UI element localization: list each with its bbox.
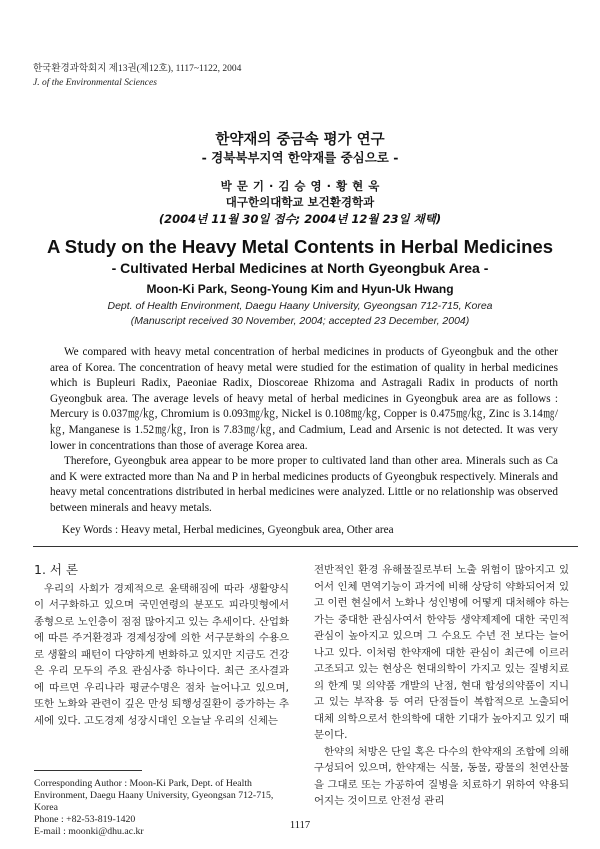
english-received-date: (Manuscript received 30 November, 2004; accepted 23 December, 2004) — [130, 315, 470, 327]
english-affiliation: Dept. of Health Environment, Daegu Haany University, Gyeongsan 712-715, Korea — [107, 300, 493, 312]
footnote-divider — [34, 770, 142, 771]
english-title: A Study on the Heavy Metal Contents in Herbal Medicines — [46, 236, 554, 257]
keywords: Key Words : Heavy metal, Herbal medicines, Gyeongbuk area, Other area — [62, 524, 394, 536]
body-paragraph: 한약의 처방은 단일 혹은 다수의 한약재의 조합에 의해 구성되어 있으며, 한약재는 식물, 동물, 광물의 천연산물을 그대로 또는 가공하여 질병을 치료하기 위하여 약용되어지는 것이므로 안전성 관리 — [314, 745, 569, 807]
body-paragraph: 전반적인 환경 유해물질로부터 노출 위험이 많아지고 있어서 인체 면역기능이 과거에 비해 상당히 약화되어져 있고 이런 현실에서 노화나 성인병에 어떻게 대처해야 하는가는 중대한 관심사여서 한약등 생약제제에 대한 국민적 관심이 높아지고 있으며 그 수요도 수년 전 보다는 늘어나고 있다. 이처럼 한약재에 대한 관심이 최근에 이르러 고조되고 있는 현상은 현대의학이 가지고 있는 질병치료의 한계 및 의약품 개발의 난점, 현대 합성의약품이 지니고 있는 부작용 등 여러 단점들이 복합적으로 노출되어 대체 의학으로서 한의학에 대한 기대가 높아지고 있기 때문이다. — [314, 564, 569, 741]
page-number: 1117 — [289, 820, 311, 831]
footnote-email: E-mail : moonki@dhu.ac.kr — [34, 826, 144, 837]
abstract — [50, 345, 558, 517]
abstract-paragraph: Therefore, Gyeongbuk area appear to be more proper to cultivated land than other area. Minerals such as Ca and K were extracted more than Na and P in herbal medicines products of Gyeongbuk respectively. Minerals and heavy metal concentrations distributed in herbal medicines were analyzed. Little or no relationship was observed between minerals and heavy metals. — [50, 455, 558, 514]
abstract-paragraph: We compared with heavy metal concentration of herbal medicines in products of Gyeongbuk and the other area of Korea. The concentration of heavy metal were studied for the estimation of quality in herbal medicines which is Bupleuri Radix, Paeoniae Radix, Dioscoreae Rhizoma and Astragali Radix in products of north Gyeongbuk area. The average levels of heavy metal of herbal medicines in Gyeongbuk area are as follows : Mercury is 0.037㎎/㎏, Chromium is 0.093㎎/㎏, Nickel is 0.108㎎/㎏, Copper is 0.475㎎/㎏, Zinc is 3.14㎎/㎏, Manganese is 1.52㎎/㎏, Iron is 7.83㎎/㎏, and Cadmium, Lead and Arsenic is not detected. It was very lower in concentrations than those of average Korea area. — [50, 346, 558, 452]
korean-received-date: (2004년 11월 30일 접수; 2004년 12월 23일 채택) — [158, 212, 442, 226]
korean-title: 한약재의 중금속 평가 연구 — [215, 132, 385, 148]
korean-subtitle: - 경북북부지역 한약재를 중심으로 - — [201, 150, 399, 165]
running-header — [33, 62, 241, 90]
korean-affiliation: 대구한의대학교 보건환경학과 — [225, 195, 375, 209]
english-authors: Moon-Ki Park, Seong-Young Kim and Hyun-Uk Hwang — [146, 282, 454, 296]
footnote-phone: Phone : +82-53-819-1420 — [34, 814, 136, 825]
journal-name: J. of the Environmental Sciences — [33, 78, 157, 88]
body-paragraph: 우리의 사회가 경제적으로 윤택해짐에 따라 생활양식이 서구화하고 있으며 국민연령의 분포도 피라밋형에서 종형으로 노인층이 점점 많아지고 있는 추세이다. 산업화에 따른 주거환경과 경제성장에 의한 서구문화의 수용으로 생활의 패턴이 다양하게 변화하고 있지만 지금도 건강은 우리 모두의 주요 관심사중 하나이다. 최근 조사결과에 따르면 우리나라 평균수명은 점차 늘어나고 있으며, 또한 노화와 관련이 깊은 만성 퇴행성질환이 증가하는 추세에 있다. 고도경제 성장시대인 오늘날 우리의 신체는 — [34, 582, 289, 727]
divider — [33, 546, 578, 547]
body-column-right — [314, 562, 569, 810]
section-heading: 1. 서 론 — [34, 562, 79, 577]
journal-citation: 한국환경과학회지 제13권(제12호), 1117~1122, 2004 — [33, 64, 242, 74]
korean-authors: 박 문 기 · 김 승 영 · 황 현 욱 — [220, 179, 380, 193]
english-subtitle: - Cultivated Herbal Medicines at North Gyeongbuk Area - — [111, 260, 489, 276]
footnote-author: Corresponding Author : Moon-Ki Park, Dept. of Health Environment, Daegu Haany University, Gyeongsan 712-715, Korea — [34, 778, 274, 813]
body-column-left — [34, 562, 289, 729]
